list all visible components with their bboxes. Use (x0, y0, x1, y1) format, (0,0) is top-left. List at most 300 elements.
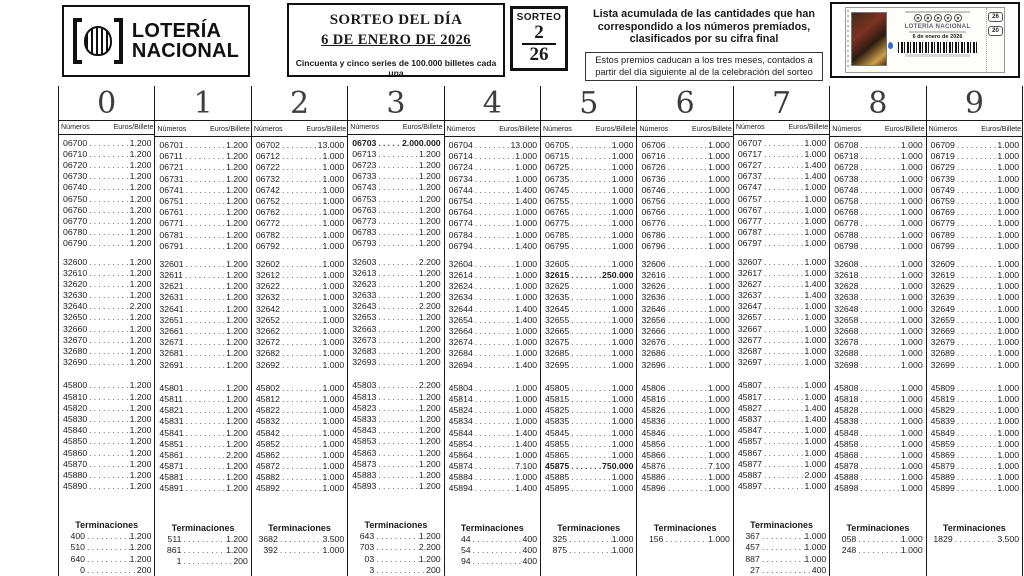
prize-row (63, 194, 151, 205)
termination-number: 643 (359, 531, 375, 542)
dot-leader (473, 461, 515, 472)
prize-row (159, 337, 247, 348)
number-block-1 (445, 140, 540, 252)
ticket-number: 06768 (834, 207, 859, 218)
dot-leader (184, 483, 226, 494)
euros-per-billete-value: 1.000 (708, 348, 730, 359)
number-block-3 (830, 383, 925, 495)
dot-leader (569, 151, 611, 162)
euros-per-billete-value: 1.200 (418, 215, 441, 226)
ticket-number: 06742 (255, 184, 280, 195)
dot-leader (569, 281, 611, 292)
euros-per-billete-value: 1.000 (611, 359, 634, 370)
dot-leader (181, 545, 226, 556)
euros-per-billete-value: 1.000 (997, 472, 1020, 483)
ticket-number: 06724 (448, 162, 473, 173)
dot-leader (666, 218, 708, 229)
euros-per-billete-value: 1.200 (418, 458, 441, 469)
termination-row (159, 556, 247, 567)
ticket-number: 32681 (159, 348, 184, 359)
dot-leader (569, 326, 611, 337)
prize-row (63, 171, 151, 182)
termination-row (352, 565, 440, 576)
euros-per-billete-value: 1.000 (900, 359, 923, 370)
euros-per-billete-value: 1.000 (804, 312, 827, 323)
prize-row (159, 315, 247, 326)
ticket-number: 32610 (63, 267, 88, 278)
euros-per-billete-value: 1.000 (322, 303, 345, 314)
dot-leader (762, 257, 804, 268)
ticket-number: 32686 (641, 348, 666, 359)
euros-per-billete-value: 1.000 (515, 382, 538, 393)
column-digit-header: 8 (830, 86, 925, 121)
dot-leader (87, 301, 129, 312)
euros-per-billete-value: 1.000 (611, 195, 634, 206)
dot-leader (184, 140, 226, 151)
ticket-number: 32602 (255, 258, 280, 269)
ticket-number: 06717 (737, 148, 763, 159)
terminaciones-header: Terminaciones (846, 522, 910, 533)
euros-per-billete-value: 1.000 (322, 270, 345, 281)
euros-per-billete-value: 2.200 (418, 380, 441, 391)
dot-leader (760, 565, 812, 576)
euros-per-billete-value: 1.200 (129, 204, 152, 215)
ticket-number: 45881 (159, 472, 184, 483)
euros-per-billete-value: 1.400 (515, 240, 538, 251)
ticket-number: 45824 (448, 405, 473, 416)
prize-row (738, 459, 826, 470)
terminaciones-header: Terminaciones (460, 522, 524, 533)
ticket-number: 45812 (255, 393, 280, 404)
number-block-1 (830, 140, 925, 252)
dot-leader (762, 436, 804, 447)
ticket-number: 45804 (448, 382, 473, 393)
numbers-column-label: Números (832, 124, 862, 133)
termination-number: 0 (80, 564, 85, 575)
prize-row (159, 304, 247, 315)
dot-leader (280, 230, 322, 241)
prize-row (834, 151, 922, 162)
ticket-number: 06791 (159, 240, 184, 251)
prize-row (352, 414, 440, 425)
euros-per-billete-value: 1.200 (418, 160, 441, 170)
prize-row (352, 138, 440, 149)
prize-row (159, 428, 247, 439)
ticket-number: 45821 (159, 405, 184, 416)
dot-leader (858, 383, 900, 394)
numbers-column-label: Números (639, 124, 669, 133)
euros-per-billete-value: 1.200 (129, 469, 152, 480)
dot-leader (280, 140, 318, 151)
ticket-number: 06787 (737, 227, 763, 238)
prize-row (834, 241, 922, 252)
ticket-number: 45801 (159, 382, 184, 393)
number-block-2 (59, 257, 154, 369)
digit-column-2 (252, 86, 348, 576)
dot-leader (666, 292, 708, 303)
euros-per-billete-value: 1.000 (997, 162, 1020, 173)
dot-leader (473, 241, 515, 252)
prize-row (931, 270, 1019, 281)
loteria-nacional-logo-icon (73, 17, 123, 65)
ticket-number: 32627 (737, 278, 763, 289)
ticket-number: 32606 (641, 258, 666, 269)
euros-per-billete-value: 1.000 (804, 193, 827, 204)
ticket-number: 45880 (63, 469, 88, 480)
number-block-3 (927, 383, 1022, 495)
ticket-number: 45834 (448, 416, 473, 427)
euros-per-billete-value: 1.000 (900, 533, 923, 544)
dot-leader (762, 205, 804, 216)
euros-per-billete-value: 1.200 (226, 218, 248, 229)
termination-row (545, 545, 633, 556)
dot-leader (184, 218, 226, 229)
termination-row (931, 534, 1019, 545)
dot-leader (858, 472, 900, 483)
euros-per-billete-value: 1.200 (129, 436, 152, 447)
dot-leader (955, 230, 997, 241)
prize-row (738, 301, 826, 312)
prize-row (63, 380, 151, 391)
dot-leader (955, 207, 997, 218)
prize-row (931, 281, 1019, 292)
ticket-number: 32651 (159, 314, 184, 325)
dot-leader (87, 216, 129, 227)
dot-leader (569, 439, 611, 450)
prize-row (641, 348, 729, 359)
dot-leader (858, 151, 900, 162)
euros-per-billete-value: 1.000 (804, 542, 827, 553)
dot-leader (762, 481, 804, 492)
prize-row (159, 270, 247, 281)
prize-row (256, 472, 344, 483)
euros-per-billete-value: 1.200 (418, 193, 441, 204)
dot-leader (762, 238, 804, 249)
prize-row (545, 405, 633, 416)
termination-row (352, 554, 440, 565)
ticket-number: 32650 (63, 312, 88, 323)
prize-row (931, 405, 1019, 416)
prize-row (738, 380, 826, 391)
termination-row (256, 545, 344, 556)
dot-leader (376, 194, 418, 205)
dot-leader (569, 483, 611, 494)
ticket-number: 06771 (159, 218, 184, 229)
dot-leader (955, 394, 997, 405)
ticket-number: 32601 (159, 258, 184, 269)
prize-row (738, 268, 826, 279)
prize-row (738, 138, 826, 149)
euros-column-label: Euros/Billete (595, 124, 636, 133)
ticket-number: 32679 (930, 337, 955, 348)
euros-per-billete-value: 1.000 (804, 301, 827, 312)
lottery-drum-ball-icon (84, 26, 112, 56)
euros-per-billete-value: 1.200 (418, 171, 441, 182)
euros-per-billete-value: 1.400 (804, 160, 827, 170)
dot-leader (666, 416, 708, 427)
prize-row (352, 182, 440, 193)
ticket-number: 45825 (545, 405, 570, 416)
prize-row (449, 326, 537, 337)
prize-row (641, 483, 729, 494)
dot-leader (569, 348, 611, 359)
prize-row (256, 162, 344, 173)
prize-row (931, 439, 1019, 450)
terminaciones-block (155, 534, 250, 568)
ticket-number: 32678 (834, 337, 859, 348)
euros-per-billete-value: 1.000 (804, 148, 827, 159)
euros-per-billete-value: 1.400 (804, 278, 827, 289)
dot-leader (473, 383, 515, 394)
prize-row (63, 205, 151, 216)
dot-leader (376, 392, 418, 403)
euros-per-billete-value: 1.000 (515, 472, 538, 483)
ticket-number: 45868 (834, 449, 859, 460)
euros-per-billete-value: 1.000 (804, 380, 827, 391)
prize-row (738, 470, 826, 481)
prize-row (738, 238, 826, 249)
dot-leader (858, 416, 900, 427)
euros-per-billete-value: 1.000 (322, 359, 345, 370)
dot-leader (280, 394, 322, 405)
prize-row (641, 428, 729, 439)
euros-per-billete-value: 1.200 (418, 425, 441, 436)
prize-row (352, 171, 440, 182)
euros-per-billete-value: 1.400 (515, 303, 538, 314)
prize-row (738, 257, 826, 268)
ticket-number: 45883 (352, 469, 377, 480)
dot-leader (858, 281, 900, 292)
dot-leader (473, 394, 515, 405)
ticket-number: 45849 (930, 427, 955, 438)
number-block-3 (734, 380, 829, 492)
euros-per-billete-value: 1.200 (226, 461, 248, 472)
euros-per-billete-value: 1.000 (900, 195, 923, 206)
prize-row (545, 360, 633, 371)
euros-per-billete-value: 1.200 (418, 323, 441, 334)
termination-number: 875 (552, 544, 568, 555)
digit-column-0 (59, 86, 155, 576)
ticket-number: 06715 (545, 151, 570, 162)
prize-row (834, 348, 922, 359)
euros-per-billete-value: 1.000 (611, 393, 634, 404)
euros-per-billete-value: 1.000 (708, 207, 730, 218)
euros-per-billete-value: 1.000 (322, 151, 345, 162)
prize-row (159, 162, 247, 173)
euros-per-billete-value: 1.000 (997, 416, 1020, 427)
number-block-1 (348, 138, 443, 250)
dot-leader (473, 151, 515, 162)
dot-leader (569, 218, 611, 229)
ticket-number: 32696 (641, 359, 666, 370)
ticket-number: 45845 (545, 427, 570, 438)
euros-per-billete-value: 1.000 (611, 218, 634, 229)
dot-leader (858, 270, 900, 281)
ticket-number: 32604 (448, 258, 473, 269)
ticket-number: 06743 (352, 182, 377, 193)
prize-row (545, 174, 633, 185)
ticket-number: 06756 (641, 195, 666, 206)
prize-row (449, 416, 537, 427)
ticket-number: 06702 (255, 140, 280, 150)
dot-leader (955, 360, 997, 371)
dot-leader (955, 270, 997, 281)
ticket-number: 45856 (641, 438, 666, 449)
euros-per-billete-value: 1.000 (611, 281, 634, 292)
dot-leader (376, 335, 418, 346)
dot-leader (280, 304, 322, 315)
dot-leader (858, 140, 900, 151)
ticket-number: 06733 (352, 171, 377, 182)
euros-column-label: Euros/Billete (113, 123, 154, 132)
dot-leader (184, 439, 226, 450)
euros-per-billete-value: 1.000 (611, 449, 634, 460)
euros-per-billete-value: 1.000 (611, 207, 634, 218)
ticket-number: 45878 (834, 461, 859, 472)
dot-leader (760, 542, 805, 553)
euros-per-billete-value: 1.000 (900, 483, 923, 494)
ticket-number: 06774 (448, 218, 473, 229)
number-block-2 (252, 259, 347, 371)
dot-leader (376, 312, 418, 323)
dot-leader (473, 292, 515, 303)
prize-row (159, 174, 247, 185)
dot-leader (762, 290, 804, 301)
dot-leader (184, 461, 226, 472)
euros-per-billete-value: 1.000 (997, 270, 1020, 281)
ticket-number: 32636 (641, 292, 666, 303)
dot-leader (184, 450, 226, 461)
dot-leader (473, 196, 515, 207)
terminaciones-block (445, 534, 540, 568)
ticket-number: 06794 (448, 240, 473, 251)
euros-column-label: Euros/Billete (306, 124, 347, 133)
dot-leader (858, 315, 900, 326)
euros-per-billete-value: 1.000 (515, 416, 538, 427)
column-digit-header: 7 (734, 86, 829, 121)
prize-row (738, 312, 826, 323)
euros-per-billete-value: 1.000 (515, 393, 538, 404)
prize-row (931, 394, 1019, 405)
ticket-number: 45869 (930, 449, 955, 460)
euros-per-billete-value: 1.200 (129, 148, 152, 159)
prize-row (63, 149, 151, 160)
number-block-2 (541, 259, 636, 371)
ticket-number: 06706 (641, 140, 666, 150)
ticket-number: 32695 (545, 359, 570, 370)
dot-leader (280, 218, 322, 229)
termination-row (449, 556, 537, 567)
euros-per-billete-value: 1.000 (708, 382, 730, 393)
euros-per-billete-value: 1.000 (708, 405, 730, 416)
euros-per-billete-value: 1.000 (611, 292, 634, 303)
prize-row (256, 270, 344, 281)
dot-leader (278, 545, 323, 556)
euros-per-billete-value: 1.000 (515, 218, 538, 229)
euros-per-billete-value: 1.000 (708, 218, 730, 229)
ticket-date: 6 de enero de 2026 (912, 34, 963, 40)
ticket-number: 06766 (641, 207, 666, 218)
dot-leader (955, 292, 997, 303)
euros-per-billete-value: 1.200 (418, 413, 441, 424)
euros-per-billete-value: 1.000 (997, 483, 1020, 494)
termination-row (159, 534, 247, 545)
termination-row (256, 534, 344, 545)
prize-row (256, 394, 344, 405)
prize-row (545, 259, 633, 270)
prize-row (641, 292, 729, 303)
ticket-number: 32613 (352, 267, 377, 278)
ticket-number: 32633 (352, 290, 377, 301)
ticket-number: 32693 (352, 357, 377, 368)
dot-leader (280, 315, 322, 326)
euros-per-billete-value: 1.000 (611, 348, 634, 359)
termination-number: 248 (841, 544, 857, 555)
euros-per-billete-value: 1.000 (997, 281, 1020, 292)
termination-row (449, 545, 537, 556)
euros-per-billete-value: 1.000 (611, 162, 634, 173)
dot-leader (858, 174, 900, 185)
dot-leader (858, 185, 900, 196)
dot-leader (184, 472, 226, 483)
ticket-number: 06744 (448, 184, 473, 195)
dot-leader (955, 483, 997, 494)
prize-row (931, 259, 1019, 270)
termination-number: 367 (745, 531, 760, 542)
number-block-2 (830, 259, 925, 371)
ticket-number: 45885 (545, 472, 570, 483)
euros-per-billete-value: 1.000 (708, 449, 730, 460)
prize-row (641, 394, 729, 405)
dot-leader (858, 337, 900, 348)
dot-leader (955, 472, 997, 483)
dot-leader (955, 241, 997, 252)
euros-per-billete-value: 1.000 (997, 337, 1020, 348)
euros-per-billete-value: 1.200 (226, 162, 248, 173)
ticket-number: 45892 (255, 483, 280, 494)
dot-leader (87, 403, 129, 414)
prize-row (449, 292, 537, 303)
dot-leader (858, 348, 900, 359)
dot-leader (762, 182, 804, 193)
dot-leader (184, 304, 226, 315)
ticket-number: 32653 (352, 312, 377, 323)
prize-row (256, 304, 344, 315)
dot-leader (376, 459, 418, 470)
prize-row (449, 162, 537, 173)
dot-leader (280, 270, 322, 281)
ticket-number: 45815 (545, 393, 570, 404)
prize-row (256, 196, 344, 207)
ticket-number: 06765 (545, 207, 570, 218)
dot-leader (473, 162, 515, 173)
euros-per-billete-value: 1.000 (804, 357, 827, 368)
prize-row (159, 196, 247, 207)
prize-row (834, 360, 922, 371)
ticket-number: 32644 (448, 303, 473, 314)
prize-row (256, 405, 344, 416)
euros-per-billete-value: 1.000 (611, 240, 634, 251)
euros-per-billete-value: 1.200 (418, 436, 441, 447)
prize-row (63, 335, 151, 346)
termination-number: 54 (460, 544, 471, 555)
dot-leader (87, 425, 129, 436)
termination-number: 1829 (933, 533, 953, 544)
dot-leader (569, 259, 611, 270)
prize-row (545, 337, 633, 348)
ticket-number: 32618 (834, 270, 859, 281)
ticket-number: 32640 (63, 301, 88, 312)
